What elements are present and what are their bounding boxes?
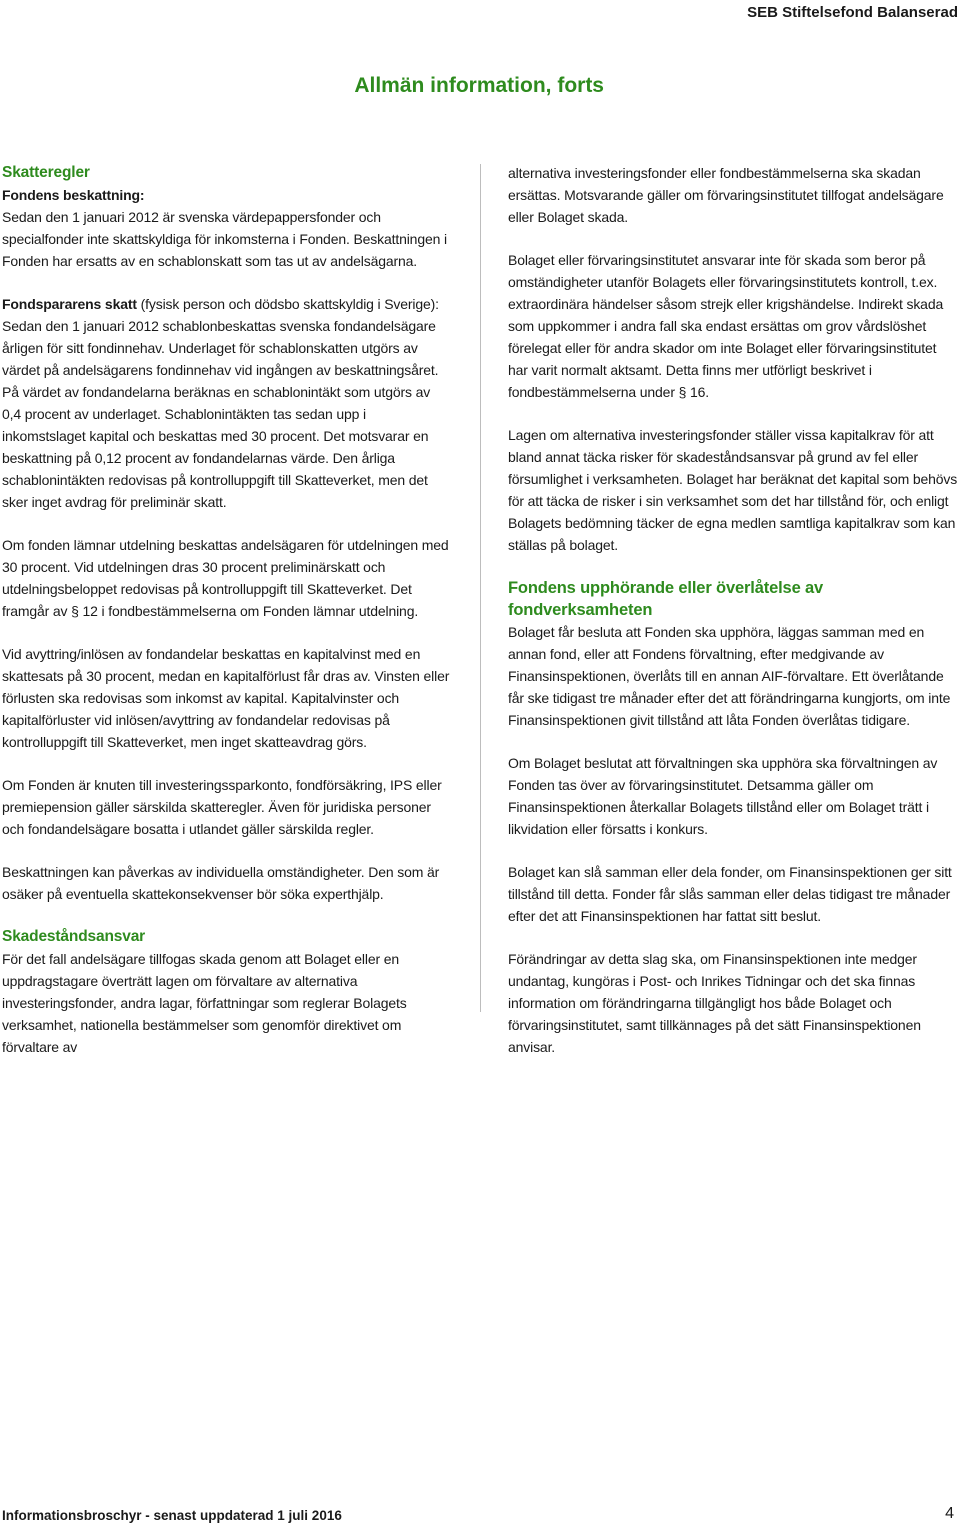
paragraph-fondens-beskattning: Sedan den 1 januari 2012 är svenska värdepappersfonder och specialfonder inte skattskyldiga för inkomsterna i Fonden. Beskattningen i Fonden har ersatts av en schablonskatt som tas ut av andelsägarna. <box>2 209 447 269</box>
paragraph-sammanslagning: Bolaget kan slå samman eller dela fonder, om Finansinspektionen ger sitt tillstånd till detta. Fonder får slås samman eller delas tidigast tre månader efter det att Finansinspektionen har fattat sitt beslut. <box>508 864 952 924</box>
left-column <box>2 162 452 1058</box>
paragraph-sarskilda-regler: Om Fonden är knuten till investeringssparkonto, fondförsäkring, IPS eller premiepension gäller särskilda skatteregler. Även för juridiska personer och fondandelsägare bosatta i utlandet gäller särskilda regler. <box>2 777 442 837</box>
paragraph-forvaringsinstitutet-tar-over: Om Bolaget beslutat att förvaltningen ska upphöra ska förvaltningen av Fonden tas över av förvaringsinstitutet. Detsamma gäller om Finansinspektionen återkallar Bolagets tillstånd eller om Bolaget trätt i likvidation eller försatts i konkurs. <box>508 755 938 837</box>
paragraph-kapitalkrav: Lagen om alternativa investeringsfonder ställer vissa kapitalkrav för att bland annat täcka risker för skadeståndsansvar på grund av fel eller försumlighet i verksamheten. Bolaget har beräknat det kapital som behövs för att täcka de risker i sin verksamhet som det har tillstånd för, och enligt Bolagets bedömning täcker de egna medlen samtliga kapitalkrav som kan ställas på bolaget. <box>508 427 958 553</box>
inline-heading-fondspararens-skatt: Fondspararens skatt <box>2 296 137 312</box>
paragraph-skadestandsansvar: För det fall andelsägare tillfogas skada genom att Bolaget eller en uppdragstagare överträtt lagen om förvaltare av alternativa investeringsfonder, andra lagar, författningar som reglerar Bolagets verksamhet, nationella bestämmelser som genomför direktivet om förvaltare av <box>2 951 407 1055</box>
paragraph-fondspararens-skatt <box>2 293 452 513</box>
right-column <box>508 162 958 1058</box>
section-heading-skadestandsansvar: Skadeståndsansvar <box>2 928 146 945</box>
document-header-title: SEB Stiftelsefond Balanserad <box>747 4 958 21</box>
paragraph-avyttring: Vid avyttring/inlösen av fondandelar beskattas en kapitalvinst med en skattesats på 30 procent, medan en kapitalförlust får dras av. Vinsten eller förlusten ska redovisas som inkomst av kapital. Kapitalvinster och kapitalförluster vid inlösen/avyttring av fondandelar redovisas på kontrolluppgift till Skatteverket, men inget skatteavdrag görs. <box>2 646 450 750</box>
paragraph-utdelning: Om fonden lämnar utdelning beskattas andelsägaren för utdelningen med 30 procent. Vid utdelningen dras 30 procent preliminärskatt och utdelningsbeloppet redovisas på kontrolluppgift till Skatteverket. Det framgår av § 12 i fondbestämmelserna om Fonden lämnar utdelning. <box>2 537 449 619</box>
section-heading-skatteregler: Skatteregler <box>2 164 90 181</box>
paragraph-fondspararens-skatt-text: (fysisk person och dödsbo skattskyldig i Sverige): Sedan den 1 januari 2012 schablonbeskattas svenska fondandelsägare årligen för sitt fondinnehav. Underlaget för schablonskatten utgörs av värdet på andelsägarens fondinnehav vid ingången av beskattningsåret. På värdet av fondandelarna beräknas en schablonintäkt som utgörs av 0,4 procent av underlaget. Schablonintäkten tas sedan upp i inkomstslaget kapital och beskattas med 30 procent. Det motsvarar en beskattning på 0,12 procent av fondandelarnas värde. Den årliga schablonintäkten redovisas på kontrolluppgift till Skatteverket, men det sker inget avdrag för preliminär skatt. <box>2 296 439 510</box>
paragraph-kungorelse: Förändringar av detta slag ska, om Finansinspektionen inte medger undantag, kungöras i Post- och Inrikes Tidningar och det ska finnas information om förändringarna tillgängligt hos både Bolaget och förvaringsinstitutet, samt tillkännages på det sätt Finansinspektionen anvisar. <box>508 951 921 1055</box>
footer-page-number: 4 <box>945 1505 954 1522</box>
paragraph-individuella-omstandigheter: Beskattningen kan påverkas av individuella omständigheter. Den som är osäker på eventuella skattekonsekvenser bör söka experthjälp. <box>2 864 440 902</box>
paragraph-ansvarsbegransning: Bolaget eller förvaringsinstitutet ansvarar inte för skada som beror på omständigheter utanför Bolagets eller förvaringsinstitutets kontroll, t.ex. extraordinära händelser såsom strejk eller krigshändelse. Indirekt skada som uppkommer i andra fall ska endast ersättas om grov vårdslöshet förelegat eller för andra skador om inte Bolaget eller förvaringsinstitutet har varit normalt aktsamt. Detta finns mer utförligt beskrivet i fondbestämmelserna under § 16. <box>508 252 944 400</box>
column-divider <box>480 164 481 1012</box>
paragraph-upphora-eller-overlatas: Bolaget får besluta att Fonden ska upphöra, läggas samman med en annan fond, eller att Fondens förvaltning, efter medgivande av Finansinspektionen, överlåts till en annan AIF-förvaltare. Ett överlåtande får ske tidigast tre månader efter det att förändringarna kungjorts, om inte Finansinspektionen givit tillstånd att låta Fonden överlåtas tidigare. <box>508 624 951 728</box>
section-heading-fondens-upphorande: Fondens upphörande eller överlåtelse av fondverksamheten <box>508 579 824 619</box>
subheading-fondens-beskattning: Fondens beskattning: <box>2 187 145 203</box>
paragraph-skadan-ersattas: alternativa investeringsfonder eller fondbestämmelserna ska skadan ersättas. Motsvarande gäller om förvaringsinstitutet tillfogat andelsägare eller Bolaget skada. <box>508 165 944 225</box>
page-title: Allmän information, forts <box>354 74 604 97</box>
footer-document-info: Informationsbroschyr - senast uppdaterad 1 juli 2016 <box>2 1508 342 1523</box>
